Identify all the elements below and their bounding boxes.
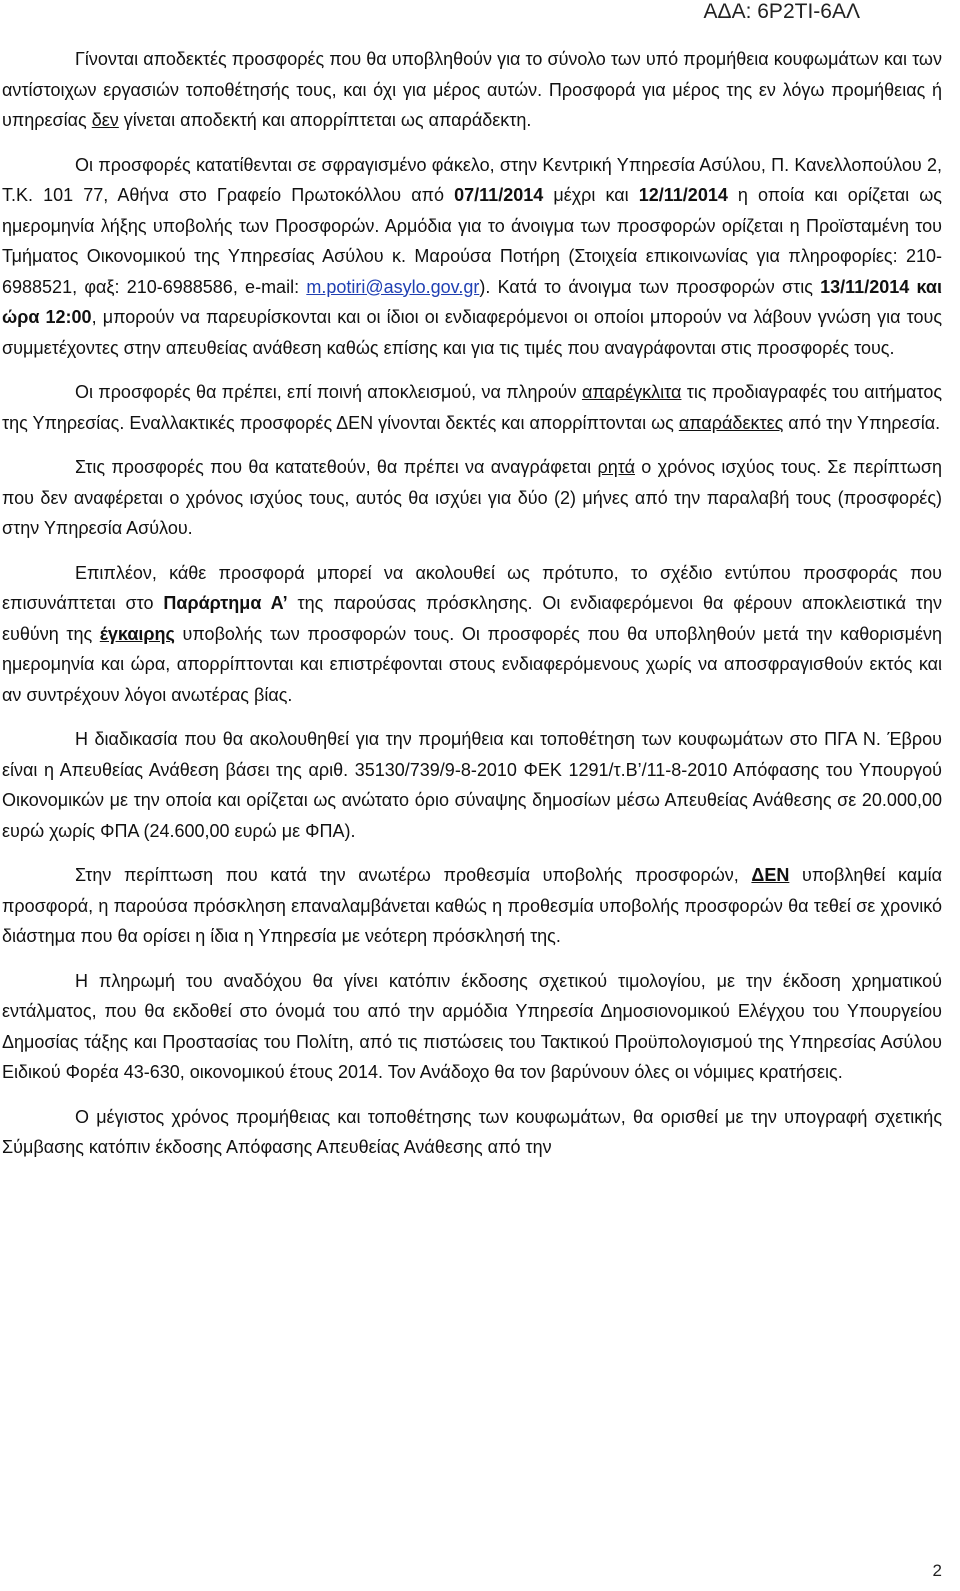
- paragraph-specifications: [2, 377, 942, 438]
- bold-underlined-text: ΔΕΝ: [751, 865, 790, 885]
- text-span: της παρούσας πρόσκλησης. Οι ενδιαφερόμενοι θα φέρουν αποκλειστικά την ευθύνη της: [2, 593, 942, 644]
- text-span: , μπορούν να παρευρίσκονται και οι ίδιοι οι ενδιαφερόμενοι οι οποίοι μπορούν να λάβουν γνώση για τους συμμετέχοντες στην απευθείας ανάθεση καθώς επίσης και για τις τιμές που αναγράφονται στις προσφορές τους.: [2, 307, 942, 358]
- text-span: υποβληθεί καμία προσφορά, η παρούσα πρόσκληση επαναλαμβάνεται καθώς η προθεσμία υποβολής προσφορών θα τεθεί σε χρονικό διάστημα που θα ορίσει η ίδια η Υπηρεσία με νεότερη πρόσκλησή της.: [2, 865, 942, 946]
- bold-text: Παράρτημα Α’: [163, 593, 288, 613]
- paragraph-procedure: Η διαδικασία που θα ακολουθηθεί για την προμήθεια και τοποθέτηση των κουφωμάτων στο ΠΓΑ Ν. Έβρου είναι η Απευθείας Ανάθεση βάσει της αριθ. 35130/739/9-8-2010 ΦΕΚ 1291/τ.Β’/11-8-2010 Απόφασης του Υπουργού Οικονομικών με την οποία και ορίζεται ως ανώτατο όριο σύναψης δημοσίων μέσω Απευθείας Ανάθεσης σε 20.000,00 ευρώ χωρίς ΦΠΑ (24.600,00 ευρώ με ΦΠΑ).: [2, 729, 942, 841]
- email-link[interactable]: m.potiri@asylo.gov.gr: [306, 276, 480, 297]
- date-start: 07/11/2014: [454, 185, 544, 205]
- bold-underlined-text: έγκαιρης: [99, 623, 175, 644]
- ada-code: ΑΔΑ: 6Ρ2ΤΙ-6ΑΛ: [703, 0, 860, 23]
- text-span: από την Υπηρεσία.: [783, 412, 941, 433]
- underlined-text: απαράδεκτες: [678, 412, 784, 433]
- text-span: Επιπλέον, κάθε προσφορά μπορεί να ακολουθεί ως πρότυπο, το σχέδιο εντύπου προσφοράς που επισυνάπτεται στο: [2, 562, 942, 613]
- text-span: ). Κατά το άνοιγμα των προσφορών στις: [479, 276, 821, 297]
- underlined-text: ρητά: [597, 457, 635, 477]
- page-number: 2: [932, 1561, 942, 1580]
- text-span: Οι προσφορές κατατίθενται σε σφραγισμένο φάκελο, στην Κεντρική Υπηρεσία Ασύλου, Π. Κανελλοπούλου 2, Τ.Κ. 101 77, Αθήνα στο Γραφείο Πρωτοκόλλου από: [2, 154, 942, 205]
- date-end: 12/11/2014: [638, 185, 728, 205]
- paragraph-submission: [2, 150, 942, 364]
- text-span: μέχρι και: [543, 185, 639, 205]
- paragraph-template: [2, 558, 942, 711]
- text-span: η οποία και ορίζεται ως ημερομηνία λήξης υποβολής των Προσφορών. Αρμόδια για το άνοιγμα των προσφορών ορίζεται η Προϊσταμένη του Τμήματος Οικονομικού της Υπηρεσίας Ασύλου κ. Μαρούσα Ποτήρη (Στοιχεία επικοινωνίας για πληροφορίες: 210-6988521, φαξ: 210-6988586, e-mail:: [2, 185, 942, 297]
- underlined-text: δεν: [91, 110, 119, 130]
- document-body: [2, 44, 942, 1177]
- underlined-text: απαρέγκλιτα: [581, 382, 682, 402]
- paragraph-no-offers: [2, 860, 942, 952]
- text-span: Γίνονται αποδεκτές προσφορές που θα υποβληθούν για το σύνολο των υπό προμήθεια κουφωμάτων και των αντίστοιχων εργασιών τοποθέτησής τους, και όχι για μέρος αυτών. Προσφορά για μέρος της εν λόγω προμήθειας ή υπηρεσίας: [2, 49, 942, 130]
- text-span: τις προδιαγραφές του αιτήματος της Υπηρεσίας. Εναλλακτικές προσφορές ΔΕΝ γίνονται δεκτές και απορρίπτονται ως: [2, 382, 943, 433]
- paragraph-validity: [2, 452, 942, 544]
- text-span: Οι προσφορές θα πρέπει, επί ποινή αποκλεισμού, να πληρούν: [75, 382, 582, 402]
- paragraph-payment: Η πληρωμή του αναδόχου θα γίνει κατόπιν έκδοσης σχετικού τιμολογίου, με την έκδοση χρηματικού εντάλματος, που θα εκδοθεί στο όνομά του από την αρμόδια Υπηρεσία Δημοσιονομικού Ελέγχου του Υπουργείου Δημοσίας τάξης και Προστασίας του Πολίτη, από τις πιστώσεις του Τακτικού Προϋπολογισμού της Υπηρεσίας Ασύλου Ειδικού Φορέα 43-630, οικονομικού έτους 2014. Τον Ανάδοχο θα τον βαρύνουν όλες οι νόμιμες κρατήσεις.: [2, 970, 942, 1082]
- text-span: Στις προσφορές που θα κατατεθούν, θα πρέπει να αναγράφεται: [75, 457, 598, 477]
- text-span: ο χρόνος ισχύος τους. Σε περίπτωση που δεν αναφέρεται ο χρόνος ισχύος τους, αυτός θα ισχύει για δύο (2) μήνες από την παραλαβή τους (προσφορές) στην Υπηρεσία Ασύλου.: [2, 457, 942, 538]
- opening-datetime: 13/11/2014 και ώρα 12:00: [2, 276, 942, 327]
- text-span: γίνεται αποδεκτή και απορρίπτεται ως απαράδεκτη.: [118, 110, 532, 130]
- paragraph-offers-whole: [2, 44, 942, 136]
- text-span: Στην περίπτωση που κατά την ανωτέρω προθεσμία υποβολής προσφορών,: [75, 865, 752, 885]
- paragraph-duration: Ο μέγιστος χρόνος προμήθειας και τοποθέτησης των κουφωμάτων, θα ορισθεί με την υπογραφή σχετικής Σύμβασης κατόπιν έκδοσης Απόφασης Απευθείας Ανάθεσης από την: [2, 1106, 942, 1157]
- text-span: υποβολής των προσφορών τους. Οι προσφορές που θα υποβληθούν μετά την καθορισμένη ημερομηνία και ώρα, απορρίπτονται και επιστρέφονται στους ενδιαφερόμενους χωρίς να αποσφραγισθούν εκτός και αν συντρέχουν λόγοι ανωτέρας βίας.: [2, 623, 943, 705]
